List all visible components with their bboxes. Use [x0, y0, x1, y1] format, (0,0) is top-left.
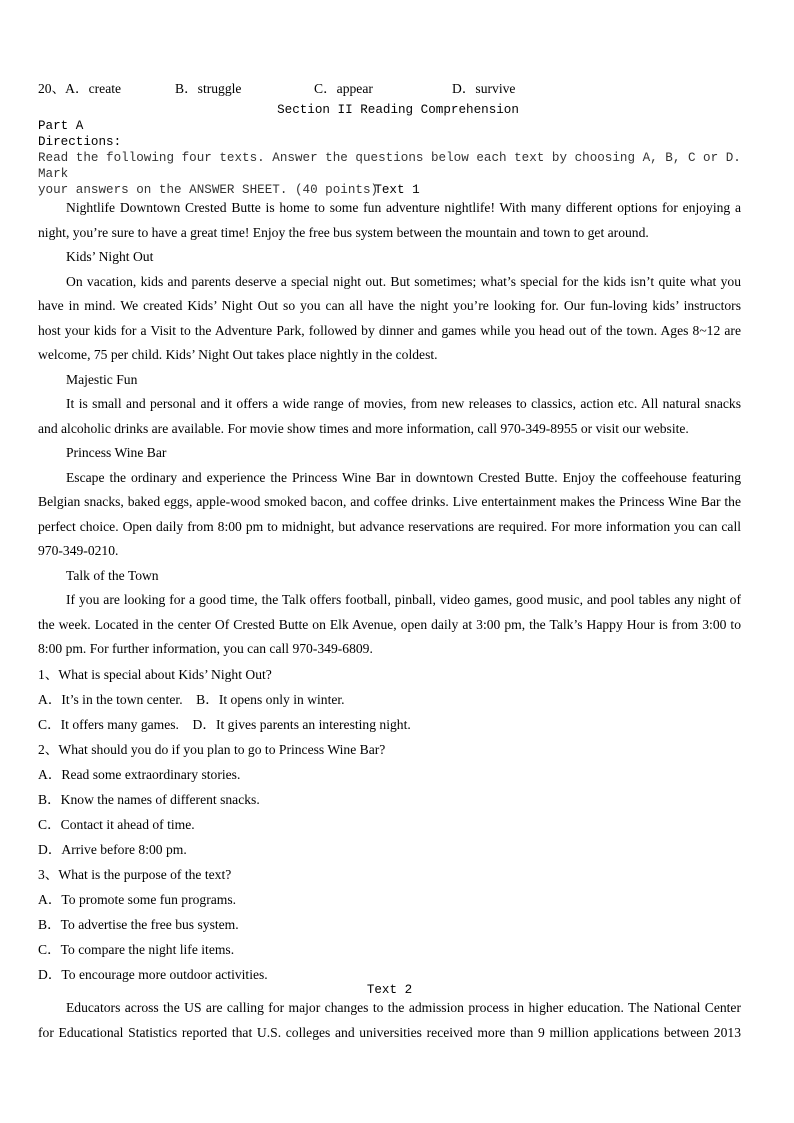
text-line: host your kids for a Visit to the Adventure Park, followed by dinner and games while you head out of the town. Ages 8~12 are — [38, 322, 741, 338]
text-line: welcome, 75 per child. Kids’ Night Out takes place nightly in the coldest. — [38, 347, 438, 362]
question-option: D．To encourage more outdoor activities. — [38, 966, 268, 982]
q20-option-a: 20、A．create — [38, 81, 122, 96]
directions-line-1: Read the following four texts. Answer the questions below each text by choosing A, B, C or D. Mark — [38, 151, 741, 181]
subheading: Majestic Fun — [66, 371, 138, 387]
question-option: A．To promote some fun programs. — [38, 891, 237, 907]
question-2: 2、What should you do if you plan to go to Princess Wine Bar? — [38, 741, 386, 757]
question-option: A．It’s in the town center. B．It opens only in winter. — [38, 691, 345, 707]
text-line: have in mind. We created Kids’ Night Out so you can all have the night you’re looking for. Our fun-loving kids’ instructors — [38, 298, 741, 313]
question-option: C．It offers many games. D．It gives parents an interesting night. — [38, 716, 411, 732]
question-3: 3、What is the purpose of the text? — [38, 866, 232, 882]
exam-header — [38, 77, 758, 198]
question-option: C．Contact it ahead of time. — [38, 816, 195, 832]
question-option: B．To advertise the free bus system. — [38, 916, 239, 932]
question-1: 1、What is special about Kids’ Night Out? — [38, 666, 272, 682]
question-option: C．To compare the night life items. — [38, 941, 235, 957]
text-line: Belgian snacks, baked eggs, apple-wood smoked bacon, and coffee drinks. Live entertainment makes the Princess Wine Bar the — [38, 494, 741, 509]
q20-option-d: D．survive — [452, 81, 516, 96]
text-line: and alcoholic drinks are available. For movie show times and more information, call 970-349-8955 or visit our website. — [38, 420, 689, 436]
directions-label: Directions: — [38, 135, 122, 149]
text-line: Nightlife Downtown Crested Butte is home to some fun adventure nightlife! With many different options for enjoying a — [66, 200, 741, 215]
text-line: Escape the ordinary and experience the Princess Wine Bar in downtown Crested Butte. Enjoy the coffeehouse featuring — [66, 469, 741, 485]
text-2-title: Text 2 — [366, 983, 413, 997]
text-line: On vacation, kids and parents deserve a special night out. But sometimes; what’s special for the kids isn’t quite what you — [66, 273, 741, 289]
question-option: D．Arrive before 8:00 pm. — [38, 841, 187, 857]
text-line: perfect choice. Open daily from 8:00 pm to midnight, but advance reservations are required. For more information you can call — [38, 518, 741, 534]
q20-option-b: B．struggle — [175, 81, 242, 96]
text-line: 970-349-0210. — [38, 543, 119, 558]
q20-option-c: C．appear — [314, 81, 373, 96]
question-option: A．Read some extraordinary stories. — [38, 766, 241, 782]
text-line: night, you’re sure to have a great time! Enjoy the free bus system between the mountain and town to get around. — [38, 224, 649, 240]
directions-line-2: your answers on the ANSWER SHEET. (40 points) — [38, 183, 379, 197]
subheading: Princess Wine Bar — [66, 445, 167, 460]
text-line: 8:00 pm. For further information, you can call 970-349-6809. — [38, 641, 373, 656]
text-line: Educators across the US are calling for major changes to the admission process in higher education. The National Center — [66, 1000, 741, 1015]
text-1-body — [38, 196, 741, 987]
text-line: the week. Located in the center Of Crested Butte on Elk Avenue, open daily at 3:00 pm, the Talk’s Happy Hour is from 3:00 to — [38, 616, 741, 632]
text-line: It is small and personal and it offers a wide range of movies, from new releases to classics, action etc. All natural snacks — [66, 396, 741, 411]
subheading: Kids’ Night Out — [66, 249, 154, 264]
question-option: B．Know the names of different snacks. — [38, 791, 260, 807]
text-1-title: Text 1 — [374, 183, 420, 197]
text-line: If you are looking for a good time, the Talk offers football, pinball, video games, good music, and pool tables any night of — [66, 592, 741, 607]
text-2-body — [38, 996, 741, 1045]
part-heading: Part A — [38, 119, 84, 133]
question-20-options — [38, 77, 758, 97]
text-line: for Educational Statistics reported that U.S. colleges and universities received more than 9 million applications between 2013 — [38, 1024, 741, 1040]
subheading: Talk of the Town — [66, 567, 159, 583]
section-heading: Section II Reading Comprehension — [277, 103, 519, 117]
